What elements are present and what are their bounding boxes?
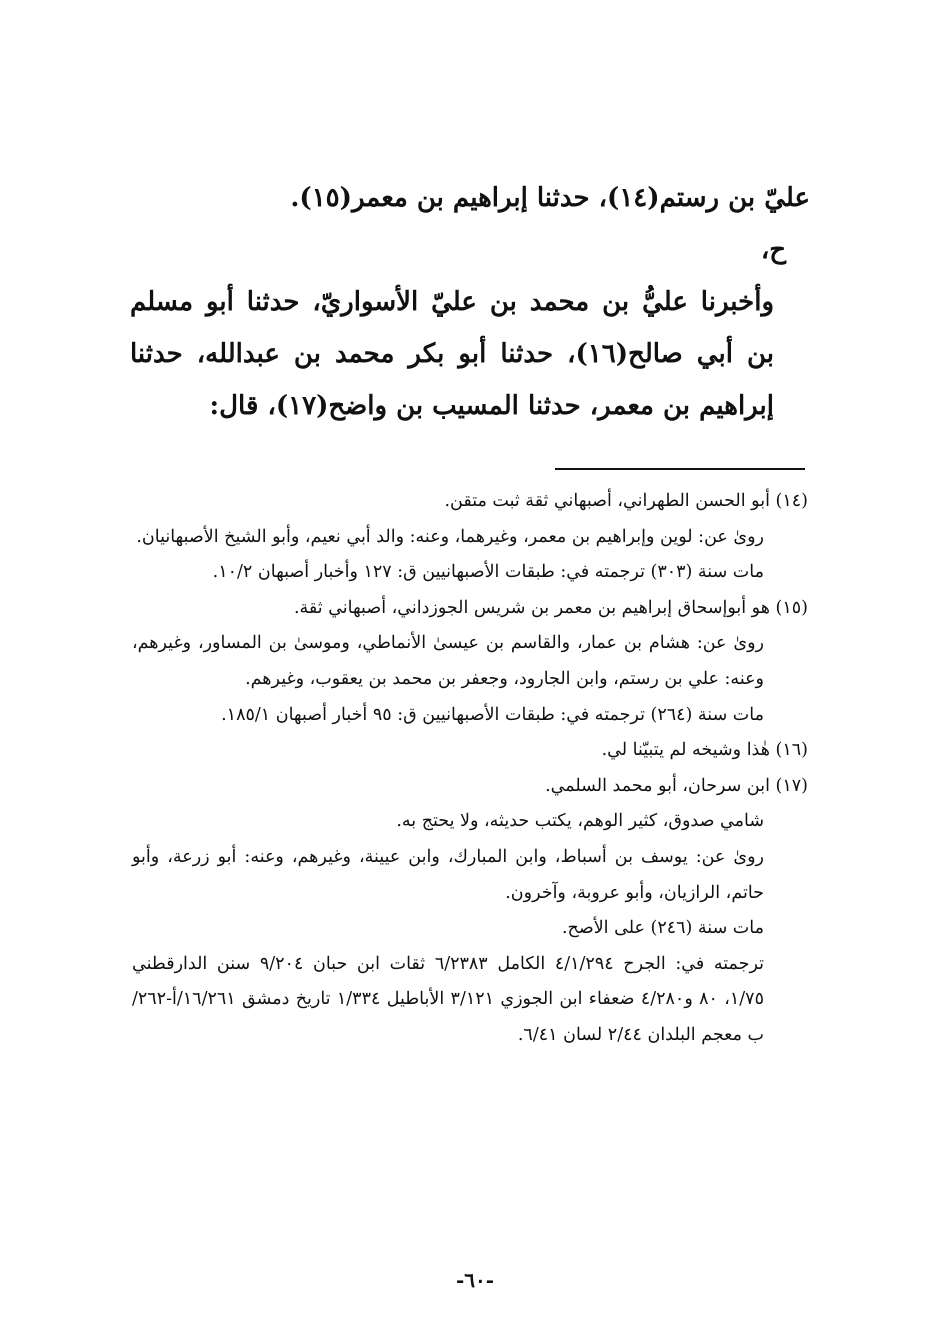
footnote-16-head: (١٦) هٰذا وشيخه لم يتبيّنا لي. — [601, 740, 808, 761]
footnote-17-sources: ترجمته في: الجرح ٤/١/٢٩٤ الكامل ٦/٢٣٨٣ ثقات ابن حبان ٩/٢٠٤ سنن الدارقطني ١/٧٥، ٨٠ و٤/٢٨٠ ضعفاء ابن الجوزي ٣/١٢١ الأباطيل ١/٣٣٤ تاريخ دمشق ١٦/٢٦١/أ-٢٦٢/ب معجم البلدان ٢/٤٤ لسان ٦/٤١. — [132, 953, 764, 1045]
footnote-14-death: مات سنة (٣٠٣) ترجمته في: طبقات الأصبهانيين ق: ١٢٧ وأخبار أصبهان ١٠/٢. — [212, 562, 764, 583]
footnote-17-death: مات سنة (٢٤٦) على الأصح. — [561, 918, 764, 939]
page-number: -٦٠- — [455, 1268, 495, 1292]
main-text — [130, 172, 810, 432]
footnote-17-grade: شامي صدوق، كثير الوهم، يكتب حديثه، ولا يحتج به. — [396, 811, 764, 832]
main-paragraph: وأخبرنا عليُّ بن محمد بن عليّ الأسواريّ، حدثنا أبو مسلم بن أبي صالح(١٦)، حدثنا أبو بكر محمد بن عبدالله، حدثنا إبراهيم بن معمر، حدثنا المسيب بن واضح(١٧)، قال: — [130, 287, 774, 421]
footnote-14-head: (١٤) أبو الحسن الطهراني، أصبهاني ثقة ثبت متقن. — [444, 491, 808, 511]
main-line-1: عليّ بن رستم(١٤)، حدثنا إبراهيم بن معمر(١٥). — [290, 183, 810, 213]
footnote-17-head: (١٧) ابن سرحان، أبو محمد السلمي. — [545, 775, 808, 796]
footnotes — [132, 484, 808, 1054]
footnote-15-head: (١٥) هو أبوإسحاق إبراهيم بن معمر بن شريس الجوزداني، أصبهاني ثقة. — [293, 597, 808, 618]
footnote-14-narrators: روىٰ عن: لوين وإبراهيم بن معمر، وغيرهما، وعنه: والد أبي نعيم، وأبو الشيخ الأصبهانيان. — [136, 526, 764, 547]
footnote-17-narrators: روىٰ عن: يوسف بن أسباط، وابن المبارك، وابن عيينة، وغيرهم، وعنه: أبو زرعة، وأبو حاتم، الرازيان، وأبو عروبة، وآخرون. — [132, 846, 764, 903]
footnote-15-narrators: روىٰ عن: هشام بن عمار، والقاسم بن عيسىٰ الأنماطي، وموسىٰ بن المساور، وغيرهم، وعنه: علي بن رستم، وابن الجارود، وجعفر بن محمد بن يعقوب، وغيرهم. — [132, 633, 764, 689]
main-line-2: ح، — [760, 235, 786, 265]
footnote-separator — [555, 468, 805, 470]
footnote-15-death: مات سنة (٢٦٤) ترجمته في: طبقات الأصبهانيين ق: ٩٥ أخبار أصبهان ١٨٥/١. — [221, 704, 764, 725]
